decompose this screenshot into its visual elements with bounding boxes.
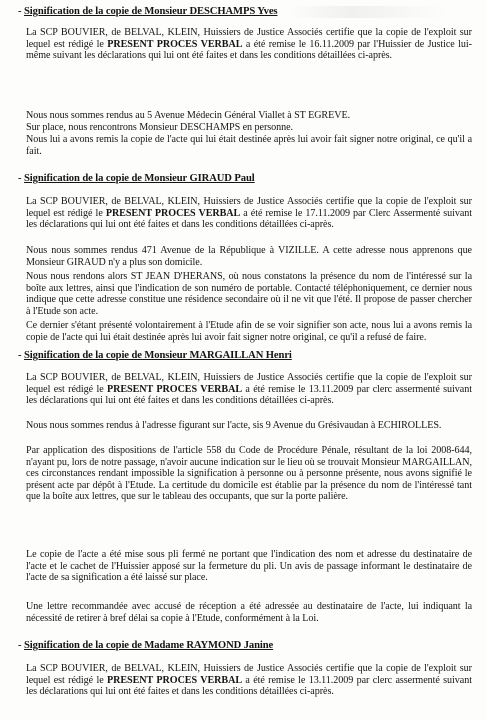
paragraph-certification: La SCP BOUVIER, de BELVAL, KLEIN, Huissiers de Justice Associés certifie que la copie de l'exploit sur lequel est rédigé le PRESENT PROCES VERBAL a été remise le 13.11.2009 par clerc assermenté suivant les déclarations qui lui ont été faites et dans les conditions détaillées ci-après. (26, 663, 472, 698)
paragraph-pli-ferme: Le copie de l'acte a été mise sous pli fermé ne portant que l'indication des nom et adresse du destinataire de l'acte et le cachet de l'Huissier apposé sur la fermeture du pli. Un avis de passage informant le destinataire de l'acte de sa signification a été laissé sur place. (26, 549, 472, 584)
paragraph-certification: La SCP BOUVIER, de BELVAL, KLEIN, Huissiers de Justice Associés certifie que la copie de l'exploit sur lequel est rédigé le PRESENT PROCES VERBAL a été remise le 13.11.2009 par clerc assermenté suivant les déclarations qui lui ont été faites et dans les conditions détaillées ci-après. (26, 372, 472, 407)
paragraph-article-558: Par application des dispositions de l'article 558 du Code de Procédure Pénale, résultant de la loi 2008-644, n'ayant pu, lors de notre passage, n'avoir aucune indication sur le lieu où se trouvait Monsieur MARGAILLAN, ces circonstances rendant impossible la signification à personne ou à personne présente, nous avons signifié le présent acte par dépôt à l'Etude. La certitude du domicile est établie par la présence du nom de l'intéressé tant que la boîte aux lettres, que sur le tableau des occupants, que sur la porte palière. (26, 445, 472, 503)
pv-label: PRESENT PROCES VERBAL (107, 674, 243, 686)
pv-label: PRESENT PROCES VERBAL (107, 38, 243, 50)
scan-smudge (287, 6, 447, 18)
paragraph-search: Nous nous rendons alors ST JEAN D'HERANS, où nous constatons la présence du nom de l'intéressé sur la boîte aux lettres, ainsi que l'indication de son numéro de portable. Contacté téléphoniquement, ce dernier nous indique que cette adresse constitue une résidence secondaire où il ne vit que l'été. Il propose de passer chercher à l'Etude son acte. (26, 271, 472, 317)
paragraph-address: Nous nous sommes rendus au 5 Avenue Médecin Général Viallet à ST EGREVE. (26, 110, 351, 121)
paragraph-lettre-recommandee: Une lettre recommandée avec accusé de réception a été adressée au destinataire de l'acte, lui indiquant la nécessité de retirer à bref délai sa copie à l'Etude, conformément à la Loi. (26, 601, 472, 624)
pv-label: PRESENT PROCES VERBAL (107, 383, 243, 395)
heading-text: Signification de la copie de Monsieur GIRAUD Paul (23, 173, 255, 184)
paragraph-remise: Nous lui a avons remis la copie de l'acte qui lui était destinée après lui avoir fait signer notre original, ce qu'il a fait. (26, 134, 472, 157)
paragraph-remise: Ce dernier s'étant présenté volontairement à l'Etude afin de se voir signifier son acte, nous lui a avons remis la copie de l'acte qui lui était destinée après lui avoir fait signer notre original, ce qu'il a refusé de faire. (26, 320, 472, 343)
paragraph-encounter: Sur place, nous rencontrons Monsieur DESCHAMPS en personne. (26, 122, 294, 133)
section-heading: - Signification de la copie de Monsieur DESCHAMPS Yves (18, 6, 278, 17)
section-heading: - Signification de la copie de Monsieur MARGAILLAN Henri (18, 350, 292, 361)
paragraph-address: Nous nous sommes rendus à l'adresse figurant sur l'acte, sis 9 Avenue du Grésivaudan à ECHIROLLES. (26, 420, 442, 431)
paragraph-certification: La SCP BOUVIER, de BELVAL, KLEIN, Huissiers de Justice Associés certifie que la copie de l'exploit sur lequel est rédigé le PRESENT PROCES VERBAL a été remise le 16.11.2009 par l'Huissier de Justice lui-même suivant les déclarations qui lui ont été faites et dans les conditions détaillées ci-après. (26, 27, 472, 62)
heading-text: Signification de la copie de Madame RAYMOND Janine (23, 640, 274, 651)
heading-text: Signification de la copie de Monsieur MARGAILLAN Henri (23, 350, 292, 361)
paragraph-certification: La SCP BOUVIER, de BELVAL, KLEIN, Huissiers de Justice Associés certifie que la copie de l'exploit sur lequel est rédigé le PRESENT PROCES VERBAL a été remise le 17.11.2009 par Clerc Assermenté suivant les déclarations qui lui ont été faites et dans les conditions détaillées ci-après. (26, 196, 473, 231)
pv-label: PRESENT PROCES VERBAL (105, 207, 241, 219)
section-heading: - Signification de la copie de Monsieur GIRAUD Paul (18, 173, 255, 184)
paragraph-address: Nous nous sommes rendus 471 Avenue de la République à VIZILLE. A cette adresse nous apprenons que Monsieur GIRAUD n'y a plus son domicile. (26, 245, 472, 268)
section-heading: - Signification de la copie de Madame RAYMOND Janine (18, 640, 274, 651)
heading-text: Signification de la copie de Monsieur DESCHAMPS Yves (23, 6, 278, 17)
